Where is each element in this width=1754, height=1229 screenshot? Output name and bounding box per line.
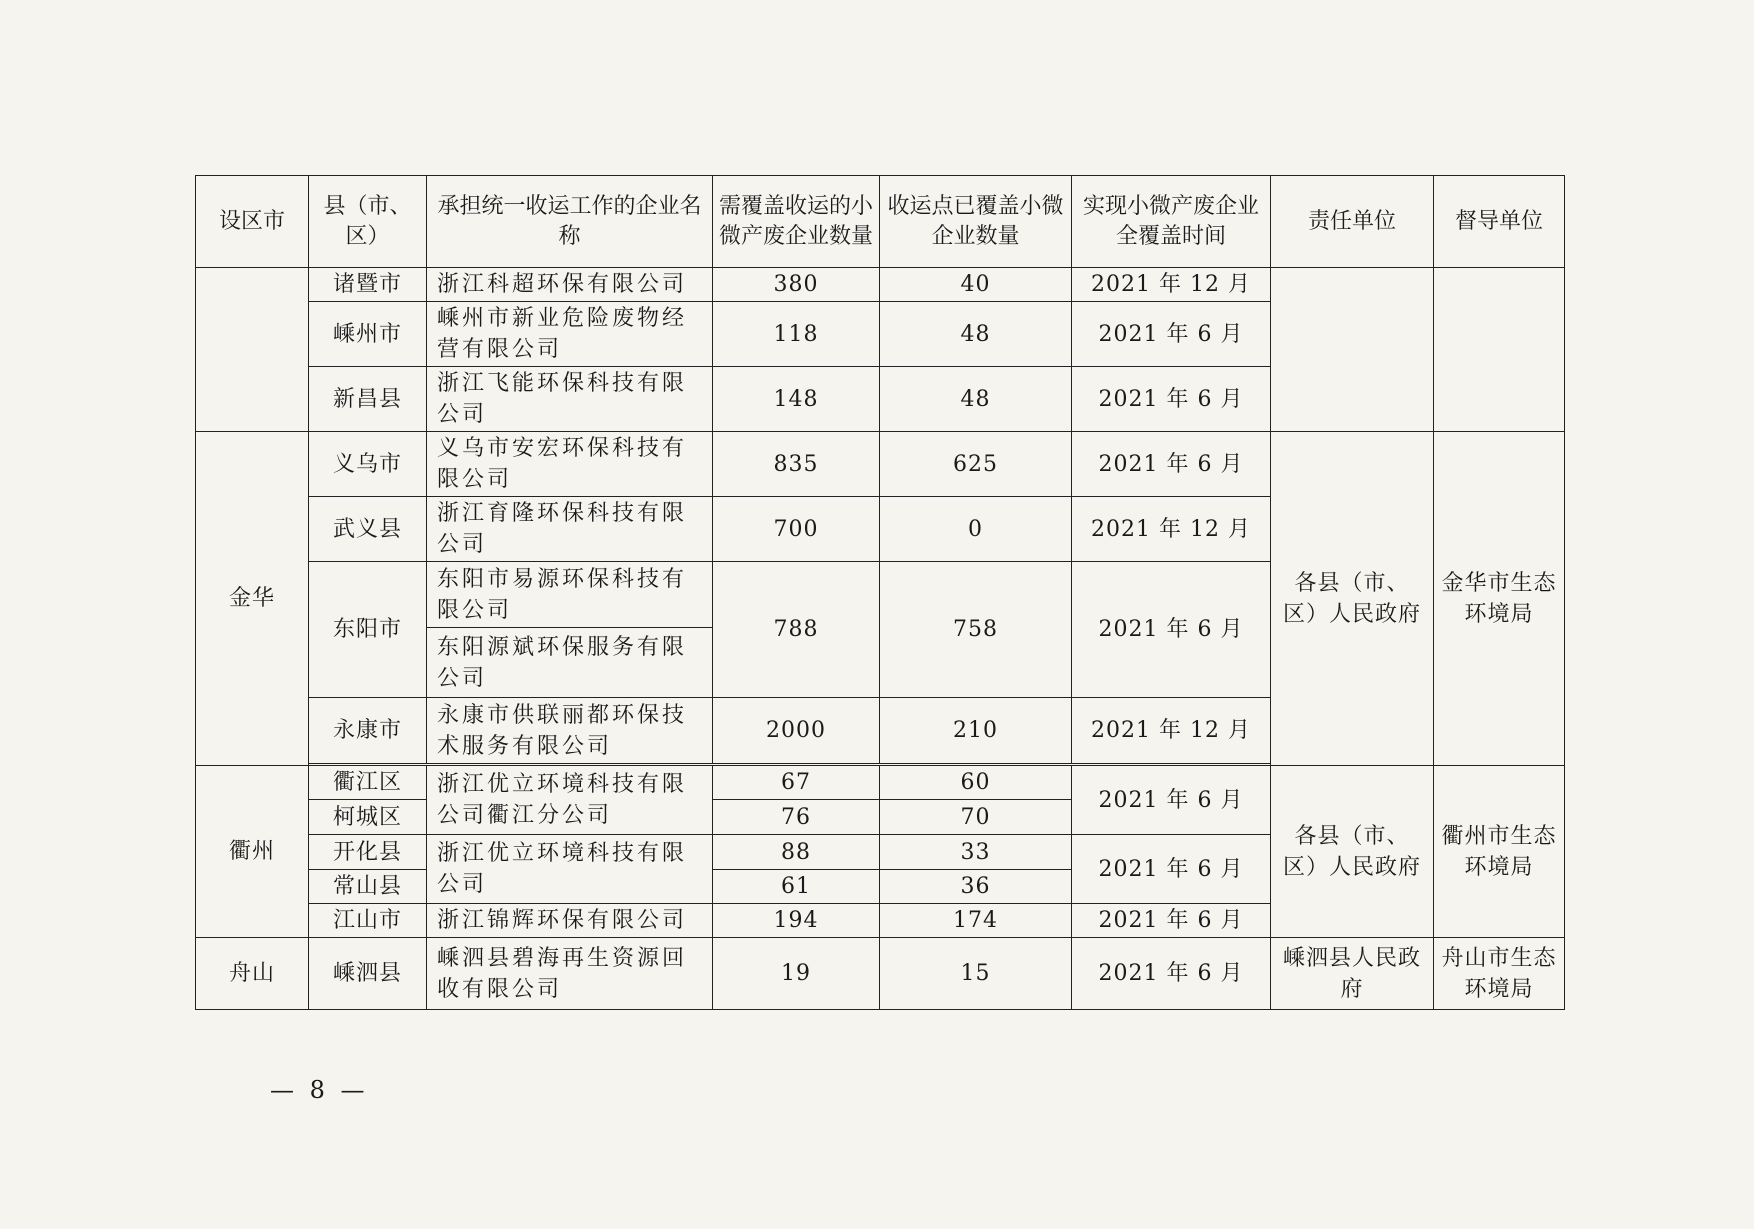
supervisor-cell-zhoushan: 舟山市生态环境局: [1434, 938, 1565, 1010]
county-cell: 柯城区: [309, 800, 427, 835]
page-number: — 8 —: [270, 1076, 369, 1104]
coverage-time-cell: 2021 年 6 月: [1072, 766, 1271, 835]
covered-count-cell: 60: [880, 766, 1072, 800]
county-cell: 嵊泗县: [309, 938, 427, 1010]
covered-count-cell: 758: [880, 562, 1072, 698]
coverage-time-cell: 2021 年 6 月: [1072, 367, 1271, 432]
responsible-cell-quzhou: 各县（市、区）人民政府: [1271, 766, 1434, 938]
company-cell: 永康市供联丽都环保技术服务有限公司: [427, 698, 713, 764]
company-cell: 浙江飞能环保科技有限公司: [427, 367, 713, 432]
header-row: [196, 176, 1565, 268]
need-count-cell: 61: [713, 870, 880, 904]
county-cell: 义乌市: [309, 432, 427, 497]
company-cell: 东阳市易源环保科技有限公司: [427, 562, 713, 628]
need-count-cell: 2000: [713, 698, 880, 764]
county-cell: 嵊州市: [309, 302, 427, 367]
covered-count-cell: 174: [880, 904, 1072, 938]
covered-count-cell: 40: [880, 268, 1072, 302]
coverage-time-cell: 2021 年 6 月: [1072, 432, 1271, 497]
coverage-time-cell: 2021 年 6 月: [1072, 562, 1271, 698]
header-county: 县（市、区）: [309, 176, 427, 268]
company-cell: 浙江优立环境科技有限公司: [427, 835, 713, 904]
header-need-count: 需覆盖收运的小微产废企业数量: [713, 176, 880, 268]
county-cell: 新昌县: [309, 367, 427, 432]
table-row: [196, 766, 1565, 800]
header-responsible: 责任单位: [1271, 176, 1434, 268]
city-cell-empty: [196, 268, 309, 432]
coverage-time-cell: 2021 年 12 月: [1072, 497, 1271, 562]
table-row: [196, 432, 1565, 497]
coverage-time-cell: 2021 年 6 月: [1072, 904, 1271, 938]
company-cell: 浙江育隆环保科技有限公司: [427, 497, 713, 562]
coverage-time-cell: 2021 年 12 月: [1072, 698, 1271, 764]
covered-count-cell: 0: [880, 497, 1072, 562]
need-count-cell: 88: [713, 835, 880, 870]
need-count-cell: 76: [713, 800, 880, 835]
covered-count-cell: 36: [880, 870, 1072, 904]
company-cell: 义乌市安宏环保科技有限公司: [427, 432, 713, 497]
company-cell: 浙江科超环保有限公司: [427, 268, 713, 302]
company-cell: 浙江优立环境科技有限公司衢江分公司: [427, 766, 713, 835]
need-count-cell: 788: [713, 562, 880, 698]
need-count-cell: 148: [713, 367, 880, 432]
table-row: [196, 938, 1565, 1010]
covered-count-cell: 210: [880, 698, 1072, 764]
county-cell: 东阳市: [309, 562, 427, 698]
covered-count-cell: 15: [880, 938, 1072, 1010]
covered-count-cell: 625: [880, 432, 1072, 497]
header-company: 承担统一收运工作的企业名称: [427, 176, 713, 268]
header-coverage-time: 实现小微产废企业全覆盖时间: [1072, 176, 1271, 268]
responsible-cell-jinhua: 各县（市、区）人民政府: [1271, 432, 1434, 766]
county-cell: 开化县: [309, 835, 427, 870]
header-city: 设区市: [196, 176, 309, 268]
responsible-cell-empty: [1271, 268, 1434, 432]
need-count-cell: 835: [713, 432, 880, 497]
company-cell: 嵊州市新业危险废物经营有限公司: [427, 302, 713, 367]
need-count-cell: 67: [713, 766, 880, 800]
supervisor-cell-quzhou: 衢州市生态环境局: [1434, 766, 1565, 938]
coverage-time-cell: 2021 年 6 月: [1072, 302, 1271, 367]
supervisor-cell-empty: [1434, 268, 1565, 432]
company-cell: 嵊泗县碧海再生资源回收有限公司: [427, 938, 713, 1010]
county-cell: 常山县: [309, 870, 427, 904]
county-cell: 武义县: [309, 497, 427, 562]
waste-collection-table: [195, 175, 1565, 1010]
need-count-cell: 700: [713, 497, 880, 562]
city-cell-quzhou: 衢州: [196, 766, 309, 938]
county-cell: 衢江区: [309, 766, 427, 800]
company-cell: 东阳源斌环保服务有限公司: [427, 628, 713, 698]
city-cell-jinhua: 金华: [196, 432, 309, 766]
county-cell: 江山市: [309, 904, 427, 938]
need-count-cell: 194: [713, 904, 880, 938]
covered-count-cell: 48: [880, 302, 1072, 367]
header-supervisor: 督导单位: [1434, 176, 1565, 268]
responsible-cell-zhoushan: 嵊泗县人民政府: [1271, 938, 1434, 1010]
coverage-time-cell: 2021 年 6 月: [1072, 938, 1271, 1010]
county-cell: 诸暨市: [309, 268, 427, 302]
covered-count-cell: 33: [880, 835, 1072, 870]
coverage-time-cell: 2021 年 6 月: [1072, 835, 1271, 904]
coverage-time-cell: 2021 年 12 月: [1072, 268, 1271, 302]
supervisor-cell-jinhua: 金华市生态环境局: [1434, 432, 1565, 766]
header-covered-count: 收运点已覆盖小微企业数量: [880, 176, 1072, 268]
city-cell-zhoushan: 舟山: [196, 938, 309, 1010]
covered-count-cell: 70: [880, 800, 1072, 835]
need-count-cell: 118: [713, 302, 880, 367]
table-row: [196, 268, 1565, 302]
need-count-cell: 19: [713, 938, 880, 1010]
need-count-cell: 380: [713, 268, 880, 302]
covered-count-cell: 48: [880, 367, 1072, 432]
company-cell: 浙江锦辉环保有限公司: [427, 904, 713, 938]
county-cell: 永康市: [309, 698, 427, 764]
